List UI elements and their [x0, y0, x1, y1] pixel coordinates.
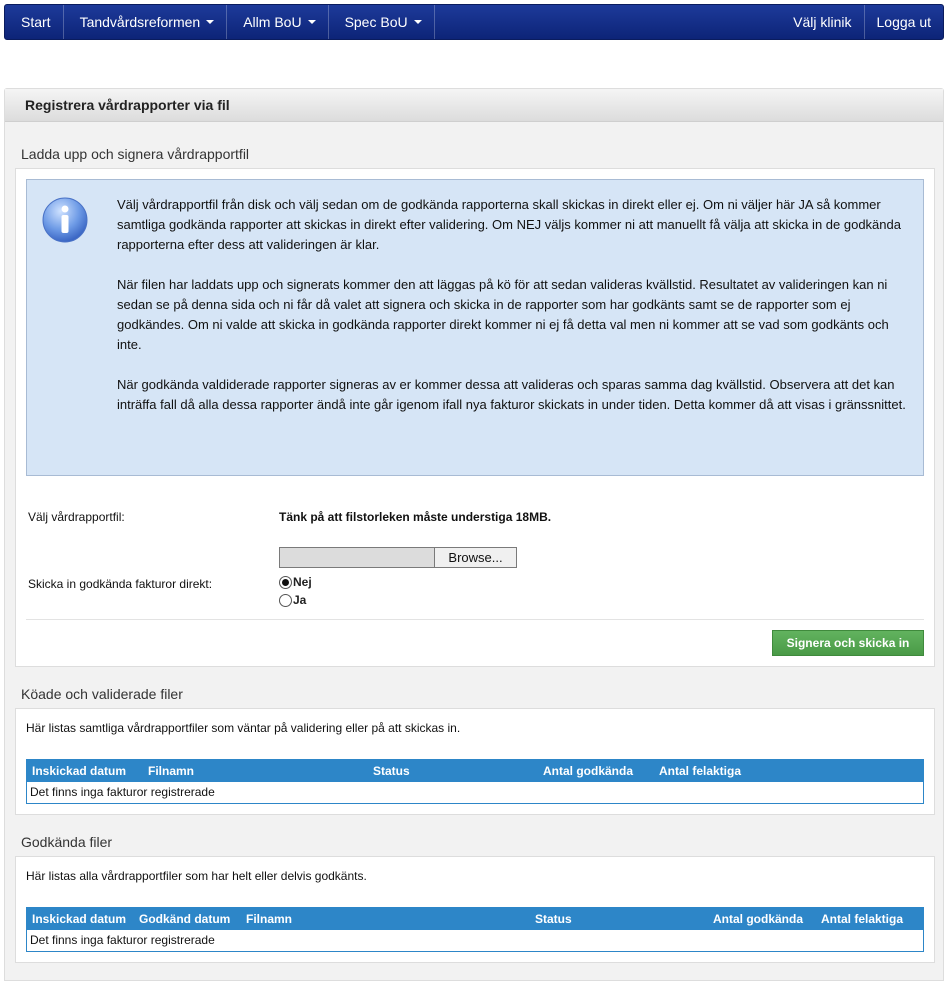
file-path-field[interactable]: [280, 548, 435, 567]
file-input[interactable]: [279, 547, 517, 568]
queued-section-title: Köade och validerade filer: [21, 686, 183, 702]
radio-no-button[interactable]: [279, 576, 292, 589]
radio-option-yes[interactable]: [279, 593, 306, 607]
file-label: Välj vårdrapportfil:: [28, 510, 125, 524]
nav-logout[interactable]: [864, 5, 944, 39]
info-box: [26, 179, 924, 476]
caret-down-icon: [206, 20, 214, 24]
nav-logout-label: Logga ut: [876, 14, 931, 30]
column-header[interactable]: Status: [535, 912, 572, 926]
column-header[interactable]: Antal felaktiga: [659, 764, 742, 778]
approved-box: [15, 856, 935, 963]
approved-section-title: Godkända filer: [21, 834, 113, 850]
radio-no-label: Nej: [293, 575, 312, 589]
info-icon: [42, 197, 88, 243]
top-navbar: [4, 4, 944, 40]
column-header[interactable]: Antal godkända: [713, 912, 804, 926]
divider: [26, 619, 924, 620]
nav-spec-bou-label: Spec BoU: [344, 14, 408, 30]
column-header[interactable]: Godkänd datum: [139, 912, 231, 926]
nav-spacer: [435, 5, 782, 39]
table-row: [27, 782, 923, 803]
column-header[interactable]: Antal felaktiga: [821, 912, 904, 926]
empty-message: Det finns inga fakturor registrerade: [30, 785, 215, 799]
nav-allm-bou-label: Allm BoU: [243, 14, 302, 30]
table-header: [27, 908, 923, 930]
nav-valj-klinik-label: Välj klinik: [793, 14, 852, 30]
browse-button[interactable]: Browse...: [435, 548, 516, 567]
column-header[interactable]: Filnamn: [246, 912, 293, 926]
info-paragraph: När filen har laddats upp och signerats kommer den att läggas på kö för att sedan valideras kvällstid. Resultatet av valideringen kan ni sedan se på denna sida och ni får då valet att signera och skicka in de rapporter som har godkänts samt se de rapporter som ej godkändes. Om ni valde att skicka in godkända rapporter direkt kommer ni ej få detta val men ni kommer att se vad som godkänts och inte.: [117, 277, 889, 352]
nav-spec-bou[interactable]: [329, 5, 435, 39]
nav-allm-bou[interactable]: [227, 5, 328, 39]
queued-intro: Här listas samtliga vårdrapportfiler som väntar på validering eller på att skickas in.: [26, 721, 461, 735]
table-header: [27, 760, 923, 782]
file-size-note: Tänk på att filstorleken måste understiga 18MB.: [279, 510, 552, 524]
caret-down-icon: [308, 20, 316, 24]
queued-box: [15, 708, 935, 815]
table-row: [27, 930, 923, 951]
approved-intro: Här listas alla vårdrapportfiler som har helt eller delvis godkänts.: [26, 869, 367, 883]
caret-down-icon: [414, 20, 422, 24]
info-paragraph: Välj vårdrapportfil från disk och välj sedan om de godkända rapporterna skall skickas in direkt eller ej. Om ni väljer här JA så kommer samtliga godkända rapporter att skickas in direkt efter validering. Om NEJ väljs kommer ni att manuellt få välja att skicka in de godkända rapporterna efter dess att valideringen är klar.: [117, 197, 901, 252]
radio-option-no[interactable]: [279, 575, 312, 589]
main-panel: [4, 88, 944, 981]
upload-box: [15, 168, 935, 667]
column-header[interactable]: Inskickad datum: [32, 764, 127, 778]
nav-tandvardsreformen-label: Tandvårdsreformen: [79, 14, 201, 30]
page-title: Registrera vårdrapporter via fil: [5, 89, 943, 122]
sign-and-send-button[interactable]: Signera och skicka in: [772, 630, 924, 656]
radio-yes-label: Ja: [293, 593, 307, 607]
nav-valj-klinik[interactable]: [781, 5, 863, 39]
send-direct-label: Skicka in godkända fakturor direkt:: [28, 577, 213, 591]
radio-yes-button[interactable]: [279, 594, 292, 607]
column-header[interactable]: Filnamn: [148, 764, 195, 778]
column-header[interactable]: Status: [373, 764, 410, 778]
upload-section-title: Ladda upp och signera vårdrapportfil: [21, 146, 250, 162]
queued-table: [26, 759, 924, 804]
nav-tandvardsreformen[interactable]: [64, 5, 228, 39]
nav-start-label: Start: [21, 14, 51, 30]
info-paragraph: När godkända valdiderade rapporter signeras av er kommer dessa att valideras och sparas samma dag kvällstid. Observera att det kan inträffa fall då alla dessa rapporter ändå inte går igenom ifall nya fakturor skickats in under tiden. Detta kommer då att visas i gränssnittet.: [117, 377, 906, 412]
column-header[interactable]: Inskickad datum: [32, 912, 127, 926]
nav-start[interactable]: [5, 5, 64, 39]
approved-table: [26, 907, 924, 952]
empty-message: Det finns inga fakturor registrerade: [30, 933, 215, 947]
info-text: [117, 195, 912, 415]
column-header[interactable]: Antal godkända: [543, 764, 634, 778]
